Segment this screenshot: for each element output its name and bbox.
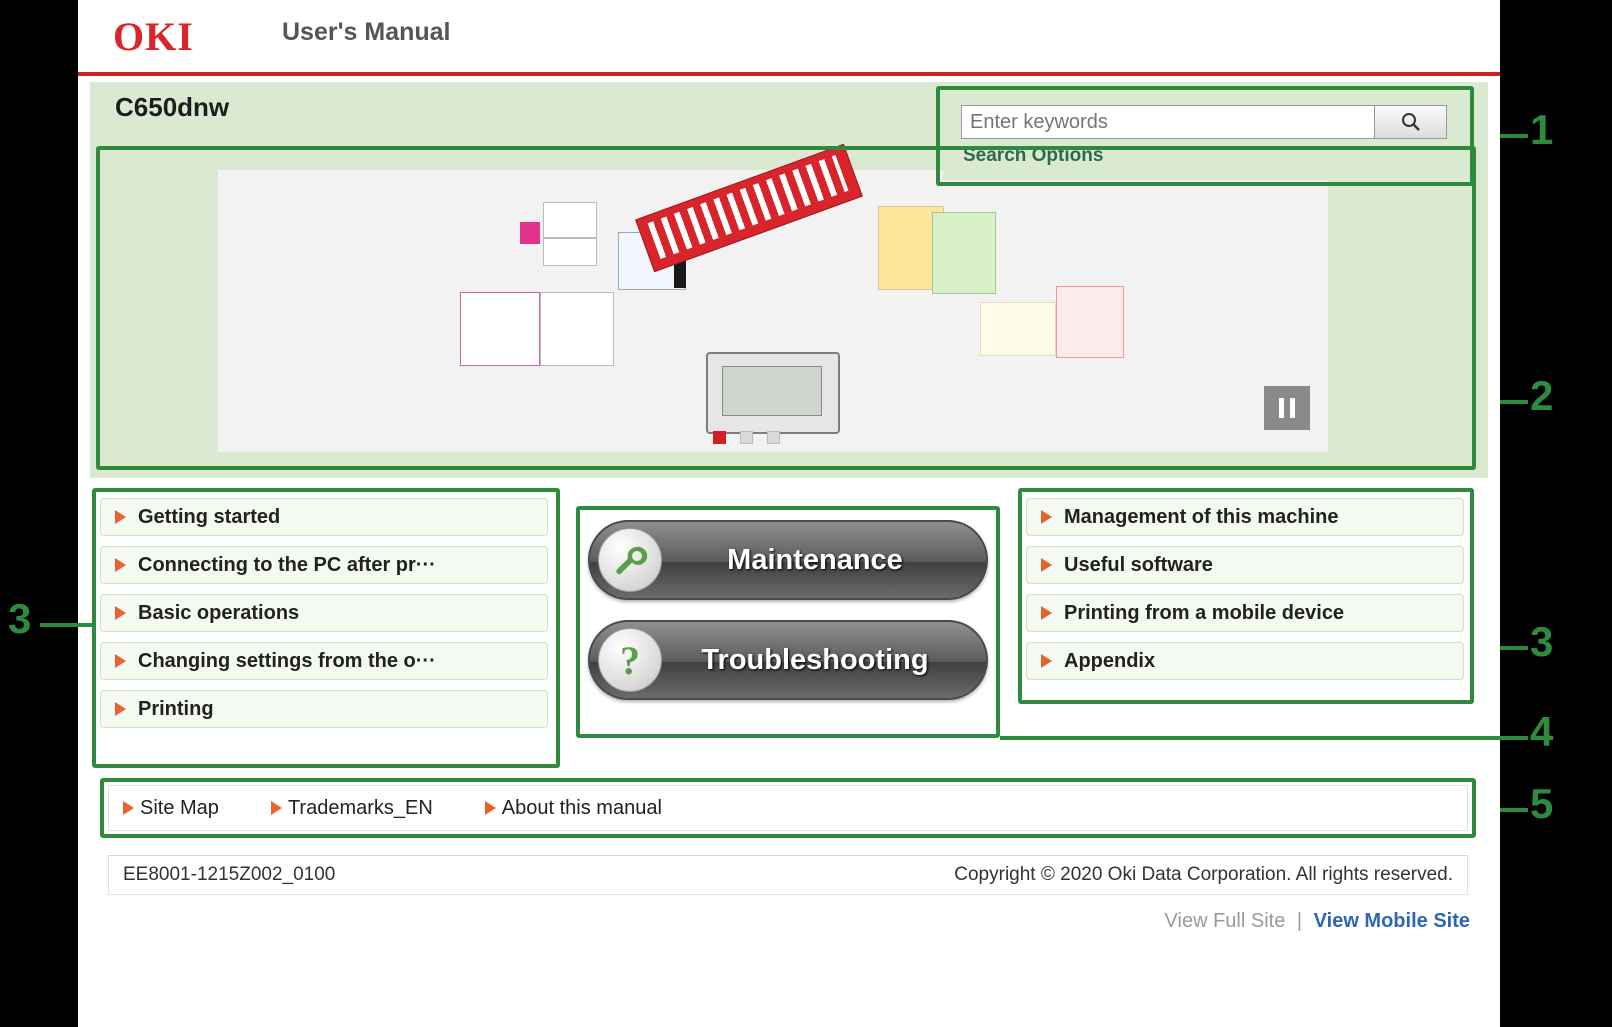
arrow-bullet-icon [115,558,126,572]
sample-labels-1 [460,292,540,366]
arrow-bullet-icon [1041,558,1052,572]
link-label: Appendix [1064,649,1156,672]
search-icon [1399,110,1423,134]
link-useful-software[interactable] [1026,546,1464,584]
link-label: Management of this machine [1064,505,1339,528]
center-button-group [588,520,988,720]
link-connecting-to-pc[interactable] [100,546,548,584]
arrow-bullet-icon [115,654,126,668]
link-label: Changing settings from the o··· [138,649,436,672]
manual-page [78,0,1500,1027]
oki-logo: OKI [113,14,194,59]
site-view-toggle [1165,910,1470,933]
arrow-bullet-icon [115,510,126,524]
maintenance-button[interactable] [588,520,988,600]
annotation-leader-3-right [1500,646,1528,650]
troubleshooting-label: Troubleshooting [701,643,929,676]
search-row [961,105,1447,139]
sample-print-2 [543,238,597,266]
view-full-site-link[interactable]: View Full Site [1164,910,1286,932]
slide-dot-2[interactable] [740,431,753,444]
link-changing-settings[interactable] [100,642,548,680]
footer-link-trademarks[interactable] [271,797,433,820]
arrow-bullet-icon [1041,606,1052,620]
link-management-of-this-machine[interactable] [1026,498,1464,536]
troubleshooting-button[interactable] [588,620,988,700]
page-title: User's Manual [282,18,451,46]
link-label: Printing from a mobile device [1064,601,1345,624]
annotation-number-1: 1 [1530,106,1554,153]
link-appendix[interactable] [1026,642,1464,680]
annotation-leader-2 [1500,400,1528,404]
sample-card-2 [1056,286,1124,358]
left-link-list [100,498,548,738]
link-label: Useful software [1064,553,1213,576]
footer-link-label: Trademarks_EN [287,796,433,819]
arrow-bullet-icon [1041,510,1052,524]
arrow-bullet-icon [1041,654,1052,668]
view-mobile-site-link[interactable]: View Mobile Site [1313,910,1470,932]
search-options-link[interactable]: Search Options [963,145,1104,166]
annotation-number-3-left: 3 [8,595,32,642]
footer-link-bar [108,785,1468,831]
sample-flyer-2 [932,212,996,294]
hero-banner [90,130,1488,478]
link-label: Basic operations [138,601,300,624]
link-label: Printing [138,697,214,720]
sample-print-3 [520,222,540,244]
sample-card-1 [980,302,1056,356]
annotation-number-2: 2 [1530,372,1554,419]
question-mark-icon: ? [598,628,662,692]
annotation-number-3-right: 3 [1530,618,1554,665]
search-button[interactable] [1375,105,1447,139]
arrow-bullet-icon [485,801,496,815]
pause-icon[interactable] [1264,386,1310,430]
footer-link-label: About this manual [501,796,662,819]
arrow-bullet-icon [115,702,126,716]
model-name: C650dnw [115,92,230,122]
arrow-bullet-icon [123,801,134,815]
maintenance-label: Maintenance [727,543,903,576]
document-id: EE8001-1215Z002_0100 [123,864,336,885]
arrow-bullet-icon [115,606,126,620]
search-input[interactable] [961,105,1375,139]
annotation-number-4: 4 [1530,708,1554,755]
link-label: Connecting to the PC after pr··· [138,553,436,576]
slide-dot-3[interactable] [767,431,780,444]
search-panel [943,92,1465,180]
footer-link-label: Site Map [140,796,219,819]
page-header [78,0,1500,76]
annotation-number-5: 5 [1530,780,1554,827]
right-link-list [1026,498,1464,690]
link-getting-started[interactable] [100,498,548,536]
footer-link-about-this-manual[interactable] [485,797,662,820]
link-printing[interactable] [100,690,548,728]
view-separator: | [1296,910,1303,932]
sample-labels-2 [540,292,614,366]
sample-print-1 [543,202,597,238]
link-label: Getting started [138,505,281,528]
copyright-text: Copyright © 2020 Oki Data Corporation. All rights reserved. [954,864,1453,885]
footer-link-site-map[interactable] [123,797,219,820]
printer-body [722,366,822,416]
link-printing-from-mobile-device[interactable] [1026,594,1464,632]
annotation-leader-1 [1500,134,1528,138]
slide-indicator[interactable] [713,431,780,444]
slide-dot-1[interactable] [713,431,726,444]
hero-illustration [218,170,1328,452]
annotation-leader-5 [1500,808,1528,812]
copyright-row [108,855,1468,895]
arrow-bullet-icon [271,801,282,815]
link-basic-operations[interactable] [100,594,548,632]
wrench-icon [598,528,662,592]
